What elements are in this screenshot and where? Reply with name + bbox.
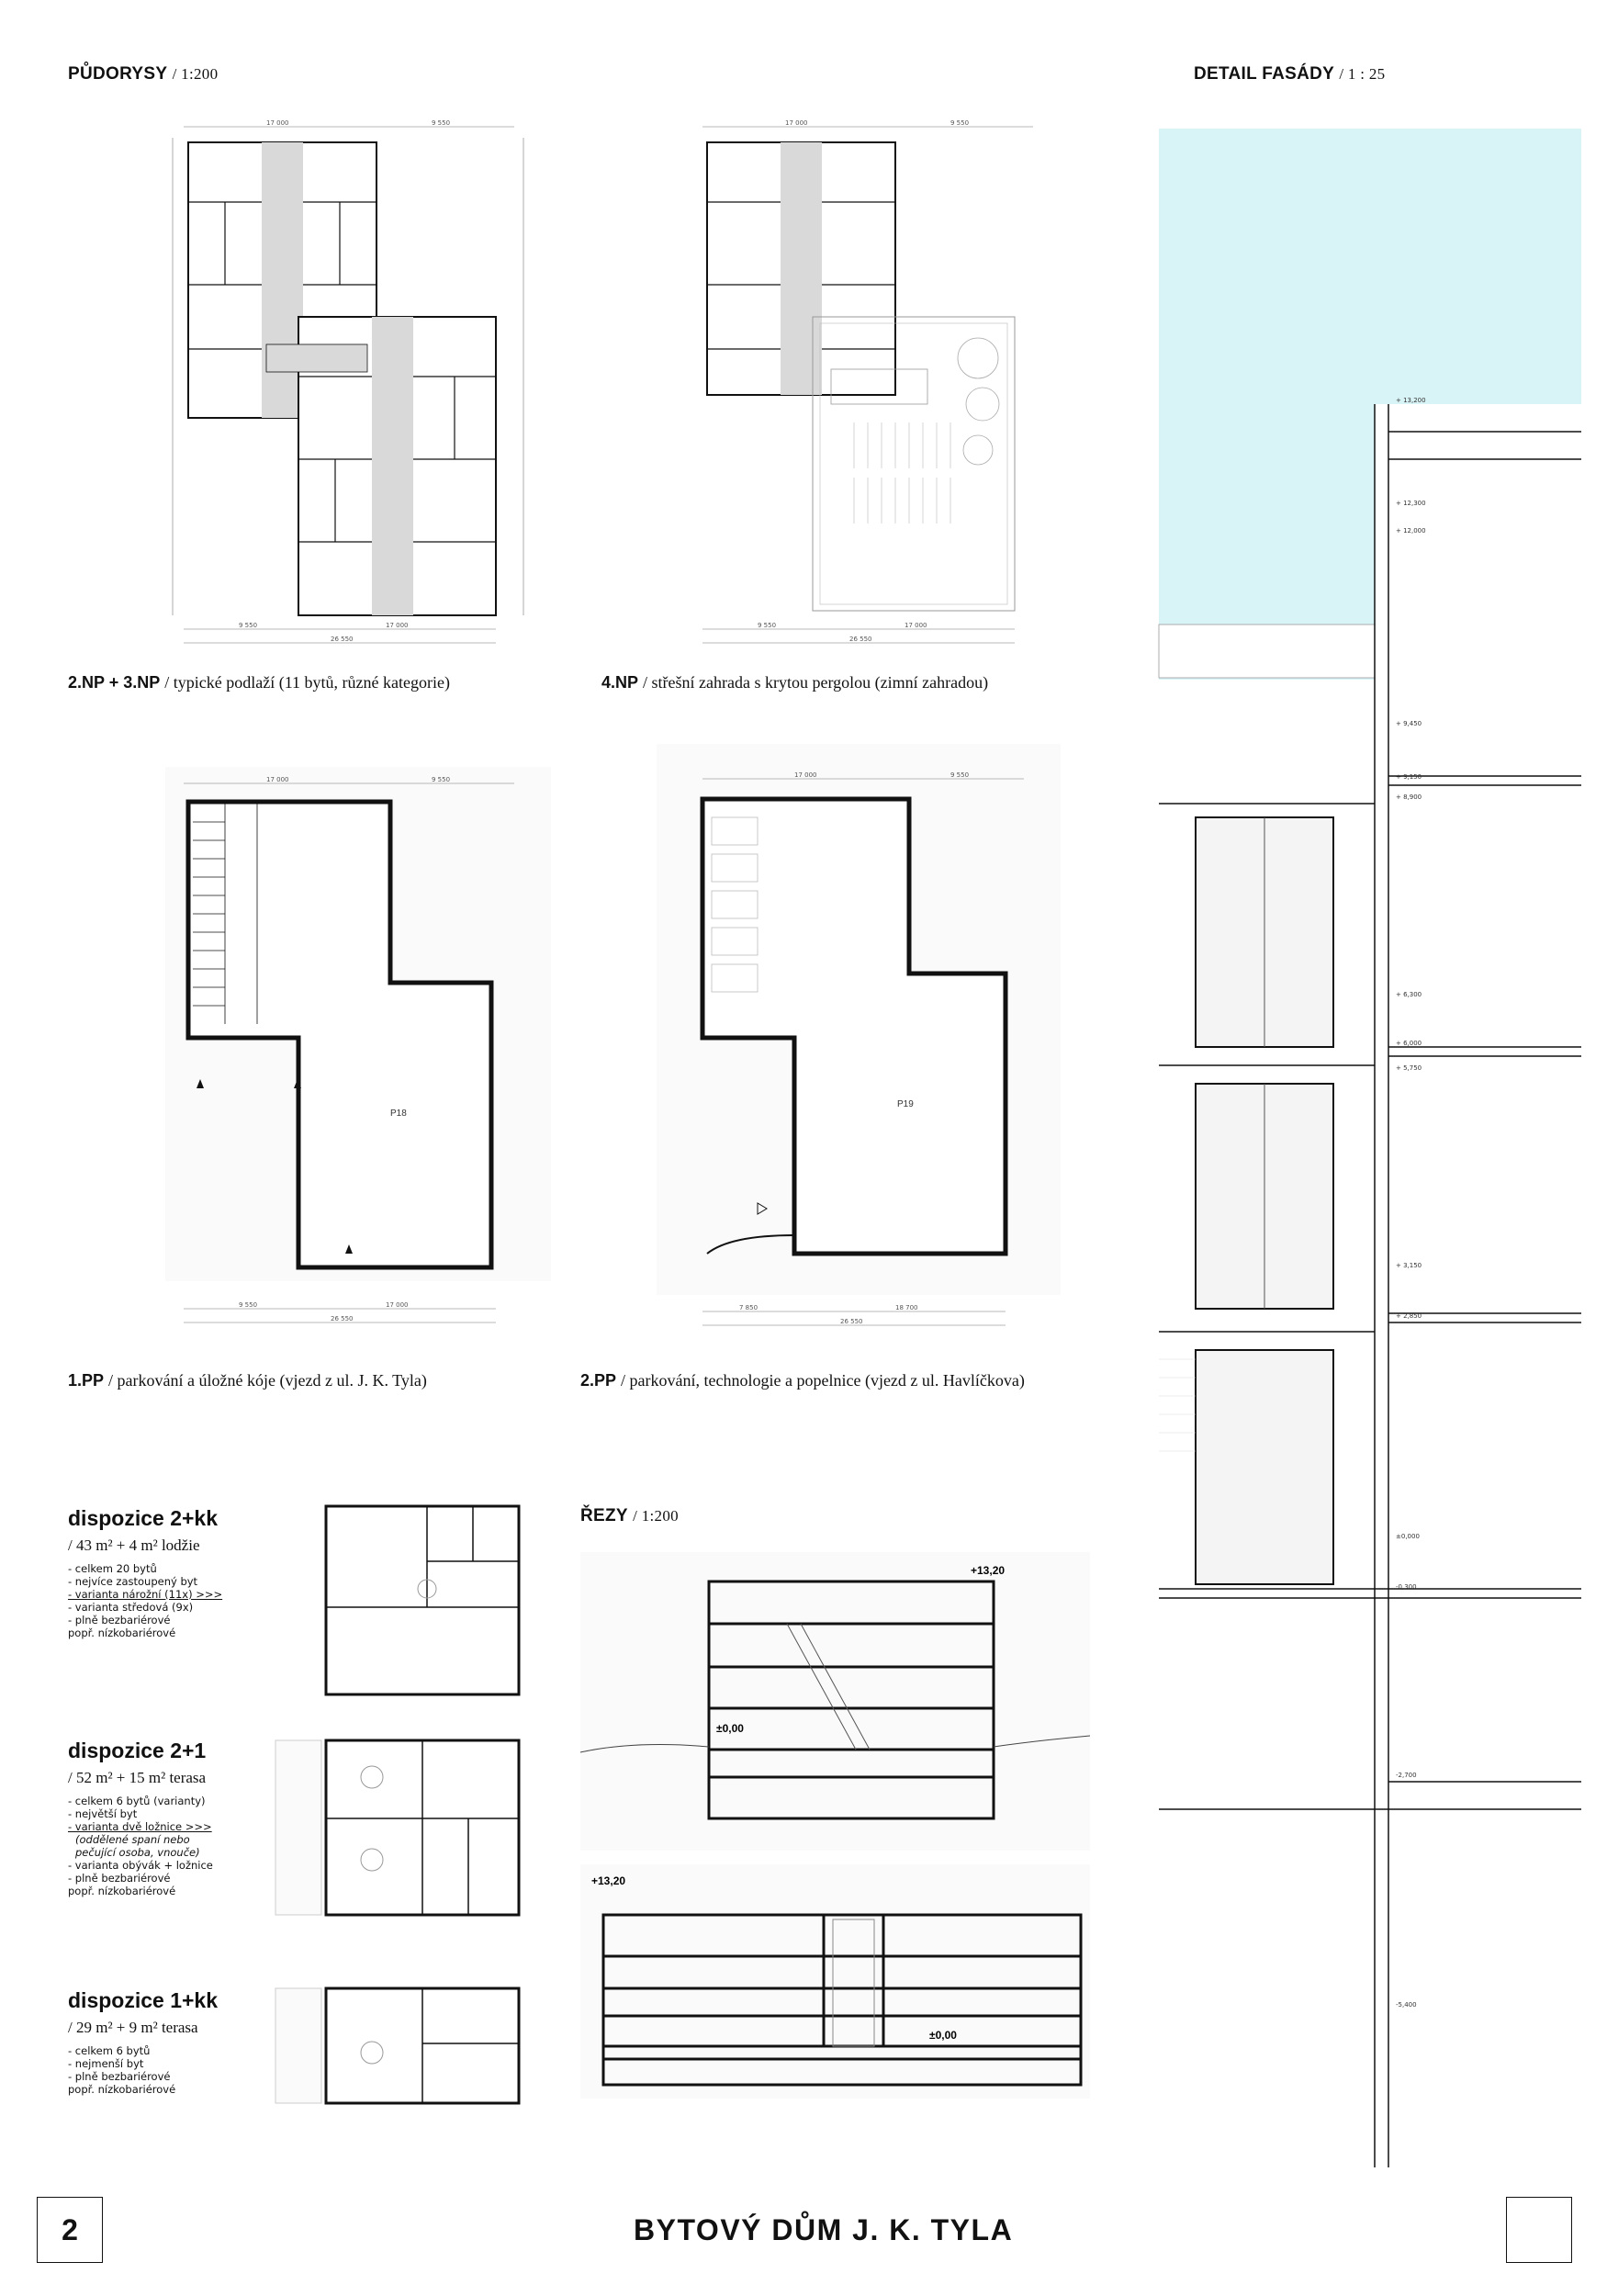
plan-2np-3np [165, 119, 551, 652]
plan-caption-2pp [580, 1371, 1025, 1390]
plan-level: 4.NP [601, 673, 639, 692]
disposition-feature: - plně bezbariérové [68, 1614, 171, 1626]
dim-label: 9 550 [239, 1301, 258, 1309]
disposition-feature: (oddělené spaní nebo [75, 1833, 190, 1846]
dim-label: 17 000 [386, 622, 409, 629]
plan-2pp [657, 744, 1061, 1332]
dim-label: 9 550 [432, 119, 451, 127]
disposition-feature: - varianta obývák + ložnice [68, 1859, 213, 1872]
facade-detail [1159, 129, 1581, 2167]
dim-label: 26 550 [849, 636, 872, 643]
dim-label: 7 850 [739, 1304, 759, 1311]
floorplan-2kk [326, 1506, 519, 1694]
disposition-feature: popř. nízkobariérové [68, 2083, 176, 2096]
section-zero-level: ±0,00 [929, 2029, 957, 2042]
plan-1pp [165, 767, 551, 1336]
disposition-feature: popř. nízkobariérové [68, 1885, 176, 1897]
disposition-feature: - varianta nárožní (11x) >>> [68, 1588, 223, 1601]
section-zero-level: ±0,00 [716, 1722, 744, 1735]
plan-level: 1.PP [68, 1371, 105, 1390]
facade-level: -5,400 [1396, 2001, 1417, 2009]
facade-level: + 9,150 [1396, 773, 1422, 781]
disposition-title: dispozice 1+kk [68, 1988, 218, 2012]
section-top-level: +13,20 [591, 1874, 626, 1887]
disposition-area: / 43 m² + 4 m² lodžie [68, 1536, 200, 1554]
plans-title: PŮDORYSY [68, 64, 167, 84]
section-top-level: +13,20 [971, 1564, 1006, 1577]
dim-label: 17 000 [785, 119, 808, 127]
sections-title: ŘEZY [580, 1506, 628, 1525]
dim-label: 9 550 [758, 622, 777, 629]
facade-title: DETAIL FASÁDY [1194, 64, 1334, 84]
dim-label: 9 550 [950, 771, 970, 779]
facade-level: + 5,750 [1396, 1064, 1422, 1072]
disposition-area: / 29 m² + 9 m² terasa [68, 2019, 198, 2036]
facade-level: + 6,000 [1396, 1040, 1422, 1047]
facade-level: + 6,300 [1396, 991, 1422, 998]
facade-level: + 12,300 [1396, 500, 1426, 507]
dim-label: 17 000 [386, 1301, 409, 1309]
disposition-feature: - největší byt [68, 1807, 138, 1820]
disposition-feature: - celkem 6 bytů [68, 2044, 151, 2057]
dim-label: 9 550 [239, 622, 258, 629]
section-a [580, 1552, 1090, 1851]
disposition-feature: - nejmenší byt [68, 2057, 144, 2070]
disposition-2kk [68, 1506, 279, 1639]
facade-level: ±0,000 [1396, 1533, 1420, 1540]
disposition-feature: - nejvíce zastoupený byt [68, 1575, 198, 1588]
dim-label: 17 000 [266, 776, 289, 783]
parking-label-p18: P18 [390, 1109, 407, 1119]
plan-4np [684, 119, 1070, 652]
plan-desc: / parkování, technologie a popelnice (vjezd z ul. Havlíčkova) [621, 1371, 1025, 1390]
disposition-features [68, 2044, 279, 2096]
disposition-feature: - varianta dvě ložnice >>> [68, 1820, 212, 1833]
disposition-feature: pečující osoba, vnouče) [75, 1846, 200, 1859]
dim-label: 17 000 [266, 119, 289, 127]
section-b [580, 1864, 1090, 2099]
plan-desc: / střešní zahrada s krytou pergolou (zimní zahradou) [643, 673, 989, 692]
disposition-2-1 [68, 1739, 279, 1897]
disposition-feature: popř. nízkobariérové [68, 1626, 176, 1639]
disposition-feature: - celkem 20 bytů [68, 1562, 157, 1575]
dim-label: 26 550 [331, 636, 354, 643]
logo-box [1506, 2197, 1572, 2263]
facade-header [1194, 64, 1385, 84]
facade-scale: / 1 : 25 [1339, 65, 1386, 83]
facade-level: + 8,900 [1396, 793, 1422, 801]
facade-level: + 9,450 [1396, 720, 1422, 727]
sections-scale: / 1:200 [633, 1507, 679, 1525]
disposition-feature: - celkem 6 bytů (varianty) [68, 1795, 206, 1807]
floorplan-1kk [275, 1988, 519, 2103]
project-title: BYTOVÝ DŮM J. K. TYLA [634, 2213, 1014, 2246]
disposition-features [68, 1795, 279, 1897]
dim-label: 9 550 [950, 119, 970, 127]
page-number: 2 [37, 2197, 103, 2263]
sections-header [580, 1506, 679, 1526]
parking-label-p19: P19 [897, 1099, 914, 1109]
disposition-area: / 52 m² + 15 m² terasa [68, 1769, 207, 1786]
disposition-1kk [68, 1988, 279, 2096]
dim-label: 17 000 [905, 622, 927, 629]
dim-label: 9 550 [432, 776, 451, 783]
plan-caption-1pp [68, 1371, 427, 1390]
plans-scale: / 1:200 [172, 65, 219, 83]
dim-label: 18 700 [895, 1304, 918, 1311]
plan-level: 2.PP [580, 1371, 617, 1390]
facade-level: + 2,850 [1396, 1312, 1422, 1320]
plan-caption-2np [68, 673, 450, 692]
dim-label: 17 000 [794, 771, 817, 779]
disposition-title: dispozice 2+kk [68, 1506, 218, 1530]
dim-label: 26 550 [331, 1315, 354, 1322]
disposition-feature: - plně bezbariérové [68, 1872, 171, 1885]
plan-caption-4np [601, 673, 988, 692]
disposition-features [68, 1562, 279, 1639]
plan-desc: / typické podlaží (11 bytů, různé kategorie) [164, 673, 450, 692]
disposition-title: dispozice 2+1 [68, 1739, 207, 1762]
disposition-feature: - varianta středová (9x) [68, 1601, 194, 1614]
facade-level: + 12,000 [1396, 527, 1426, 535]
floorplan-2-1 [275, 1740, 519, 1915]
plan-desc: / parkování a úložné kóje (vjezd z ul. J. K. Tyla) [108, 1371, 427, 1390]
facade-level: + 13,200 [1396, 397, 1426, 404]
disposition-feature: - plně bezbariérové [68, 2070, 171, 2083]
facade-level: + 3,150 [1396, 1262, 1422, 1269]
facade-level: -2,700 [1396, 1772, 1417, 1779]
plan-level: 2.NP + 3.NP [68, 673, 161, 692]
dim-label: 26 550 [840, 1318, 863, 1325]
plans-header [68, 64, 218, 84]
facade-level: -0,300 [1396, 1583, 1417, 1591]
